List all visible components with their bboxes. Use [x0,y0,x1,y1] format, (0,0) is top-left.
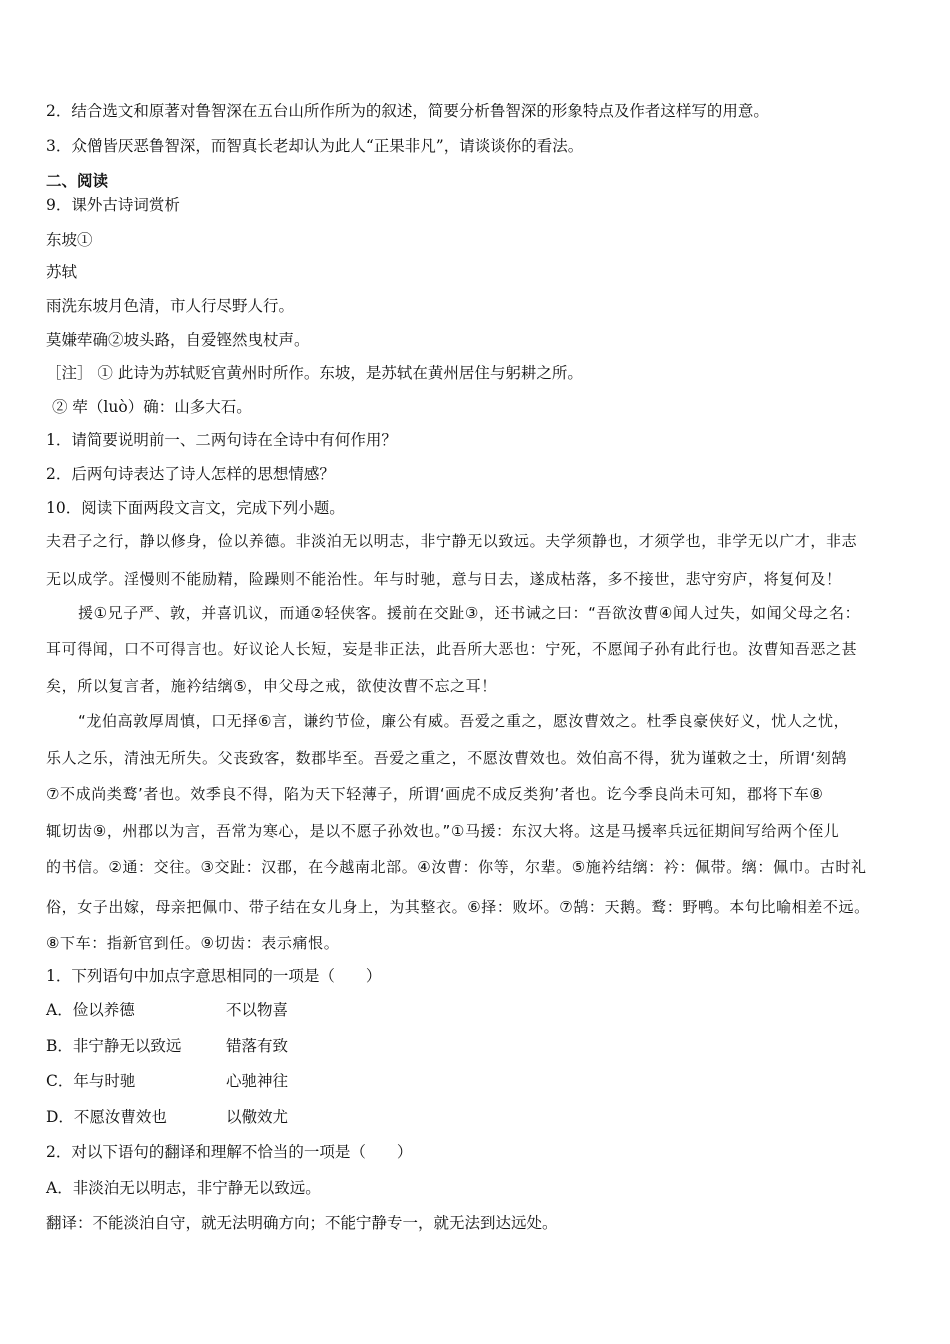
question-3: 3．众僧皆厌恶鲁智深，而智真长老却认为此人“正果非凡”，请谈谈你的看法。 [46,137,584,155]
poem-line-1: 雨洗东坡月色清，市人行尽野人行。 [46,297,295,315]
question-2: 2．结合选文和原著对鲁智深在五台山所作所为的叙述，简要分析鲁智深的形象特点及作者这样写的用意。 [46,102,769,120]
question-9: 9．课外古诗词赏析 [46,196,180,214]
passage-2-line: 矣，所以复言者，施衿结缡⑤，申父母之戒，欲使汝曹不忘之耳！ [46,677,497,695]
question-10-2: 2．对以下语句的翻译和理解不恰当的一项是（ ） [46,1143,413,1161]
option-c-text: C．年与时驰 [46,1072,136,1090]
option-a-text: A．俭以养德 [46,1001,135,1019]
poem-author: 苏轼 [46,263,78,281]
poem-line-2: 莫嫌荦确②坡头路，自爱铿然曳杖声。 [46,331,310,349]
option-d-compare: 以儆效尤 [226,1108,289,1126]
passage-1-line: 无以成学。淫慢则不能励精，险躁则不能治性。年与时驰，意与日去，遂成枯落，多不接世，悲守穷庐，将复何及！ [46,570,842,588]
passage-3-line: ⑧下车：指新官到任。⑨切齿：表示痛恨。 [46,934,340,952]
passage-1-line: 夫君子之行，静以修身，俭以养德。非淡泊无以明志，非宁静无以致远。夫学须静也，才须学也，非学无以广才，非志 [46,532,858,550]
section-heading: 二、阅读 [46,171,109,190]
passage-3-line: ⑦不成尚类鹜’者也。效季良不得，陷为天下轻薄子，所谓‘画虎不成反类狗’者也。讫今季良尚未可知，郡将下车⑧ [46,785,824,803]
question-10-1: 1．下列语句中加点字意思相同的一项是（ ） [46,967,382,985]
question-10: 10．阅读下面两段文言文，完成下列小题。 [46,499,345,517]
passage-3-line: 的书信。②通：交往。③交趾：汉郡，在今越南北部。④汝曹：你等，尔辈。⑤施衿结缡：衿：佩带。缡：佩巾。古时礼 [46,858,867,876]
translation-line: 翻译：不能淡泊自守，就无法明确方向；不能宁静专一，就无法到达远处。 [46,1214,558,1232]
passage-2-line: 援①兄子严、敦，并喜讥议，而通②轻侠客。援前在交趾③，还书诫之曰：“吾欲汝曹④闻人过失，如闻父母之名： [78,604,861,622]
question-9-2: 2．后两句诗表达了诗人怎样的思想情感？ [46,465,335,483]
option-b-compare: 错落有致 [226,1037,289,1055]
question-10-2-option-a: A．非淡泊无以明志，非宁静无以致远。 [46,1179,321,1197]
question-9-1: 1．请简要说明前一、二两句诗在全诗中有何作用？ [46,431,397,449]
option-row [46,1071,906,1091]
poem-note-2: ② 荦（luò）确：山多大石。 [52,398,252,416]
passage-3-line: 俗，女子出嫁，母亲把佩巾、带子结在女儿身上，为其整衣。⑥择：败坏。⑦鹄：天鹅。鹜：野鸭。本句比喻相差不远。 [46,898,870,916]
option-c-compare: 心驰神往 [226,1072,289,1090]
poem-note-1: ［注］ ① 此诗为苏轼贬官黄州时所作。东坡，是苏轼在黄州居住与躬耕之所。 [46,364,583,382]
passage-3-line: 乐人之乐，清浊无所失。父丧致客，数郡毕至。吾爱之重之，不愿汝曹效也。效伯高不得，犹为谨敕之士，所谓‘刻鹄 [46,749,847,767]
option-row [46,1107,906,1127]
option-row [46,1000,906,1020]
option-a-compare: 不以物喜 [226,1001,289,1019]
option-d-text: D．不愿汝曹效也 [46,1108,167,1126]
option-row [46,1036,906,1056]
passage-3-line: 辄切齿⑨，州郡以为言，吾常为寒心，是以不愿子孙效也。”①马援：东汉大将。这是马援率兵远征期间写给两个侄儿 [46,822,840,840]
poem-title: 东坡① [46,231,93,249]
option-b-text: B．非宁静无以致远 [46,1037,182,1055]
passage-3-line: “龙伯高敦厚周慎，口无择⑥言，谦约节俭，廉公有威。吾爱之重之，愿汝曹效之。杜季良豪侠好义，忧人之忧， [78,712,850,730]
passage-2-line: 耳可得闻，口不可得言也。好议论人长短，妄是非正法，此吾所大恶也：宁死，不愿闻子孙有此行也。汝曹知吾恶之甚 [46,640,858,658]
